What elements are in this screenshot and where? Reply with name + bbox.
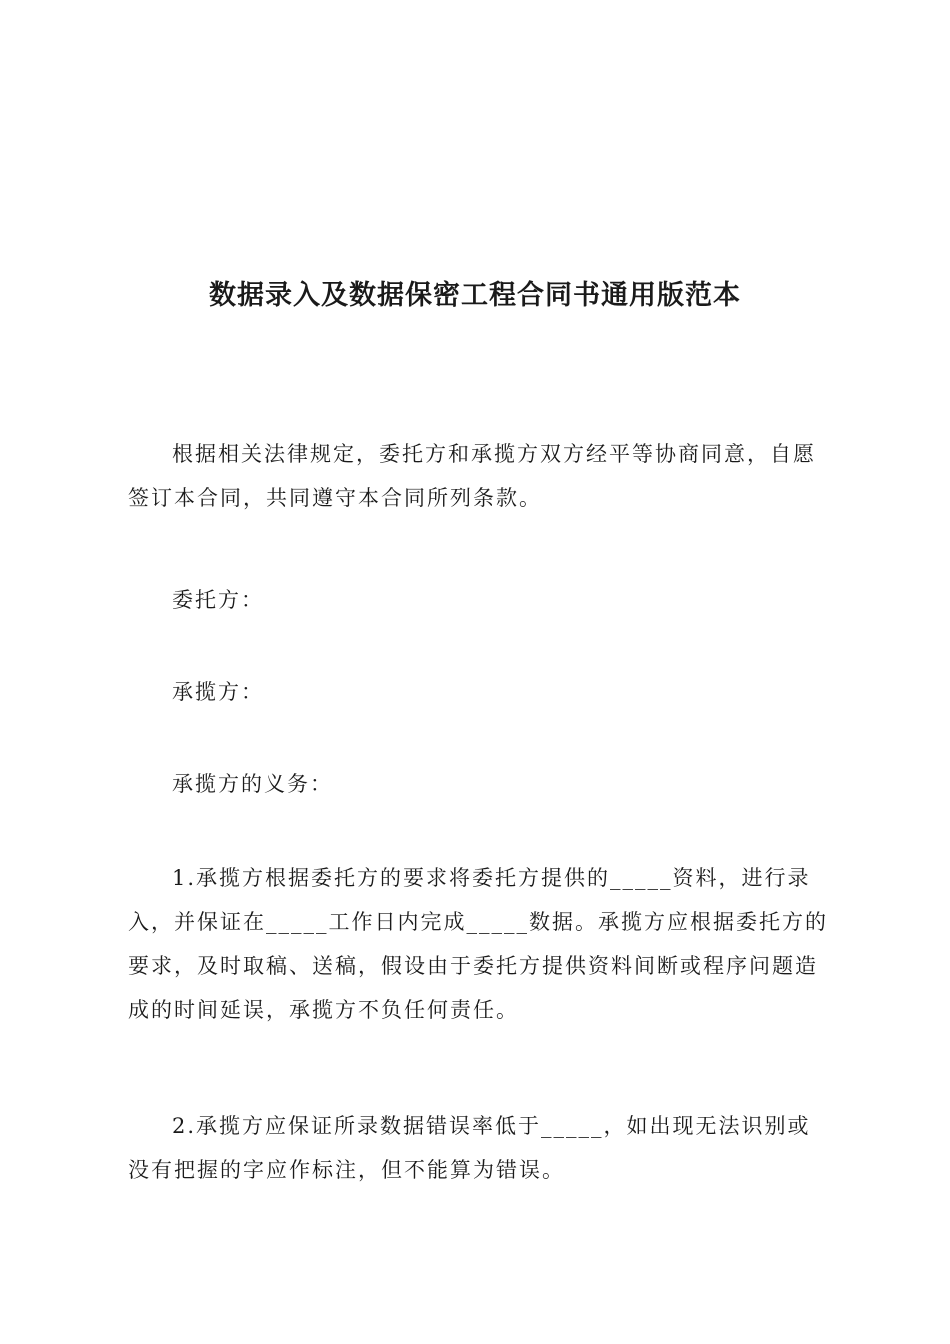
- client-label: 委托方：: [172, 588, 264, 612]
- intro-paragraph: 根据相关法律规定，委托方和承揽方双方经平等协商同意，自愿签订本合同，共同遵守本合同所列条款。: [128, 442, 816, 510]
- clause-1-paragraph: 1.承揽方根据委托方的要求将委托方提供的_____资料，进行录入，并保证在_____工作日内完成_____数据。承揽方应根据委托方的要求，及时取稿、送稿，假设由于委托方提供资料间断或程序问题造成的时间延误，承揽方不负任何责任。: [128, 866, 828, 1022]
- clause-2-paragraph: 2.承揽方应保证所录数据错误率低于_____，如出现无法识别或没有把握的字应作标注，但不能算为错误。: [128, 1114, 811, 1182]
- contractor-label: 承揽方：: [172, 680, 264, 704]
- duties-heading: 承揽方的义务：: [172, 772, 333, 796]
- document-title: 数据录入及数据保密工程合同书通用版范本: [209, 280, 741, 311]
